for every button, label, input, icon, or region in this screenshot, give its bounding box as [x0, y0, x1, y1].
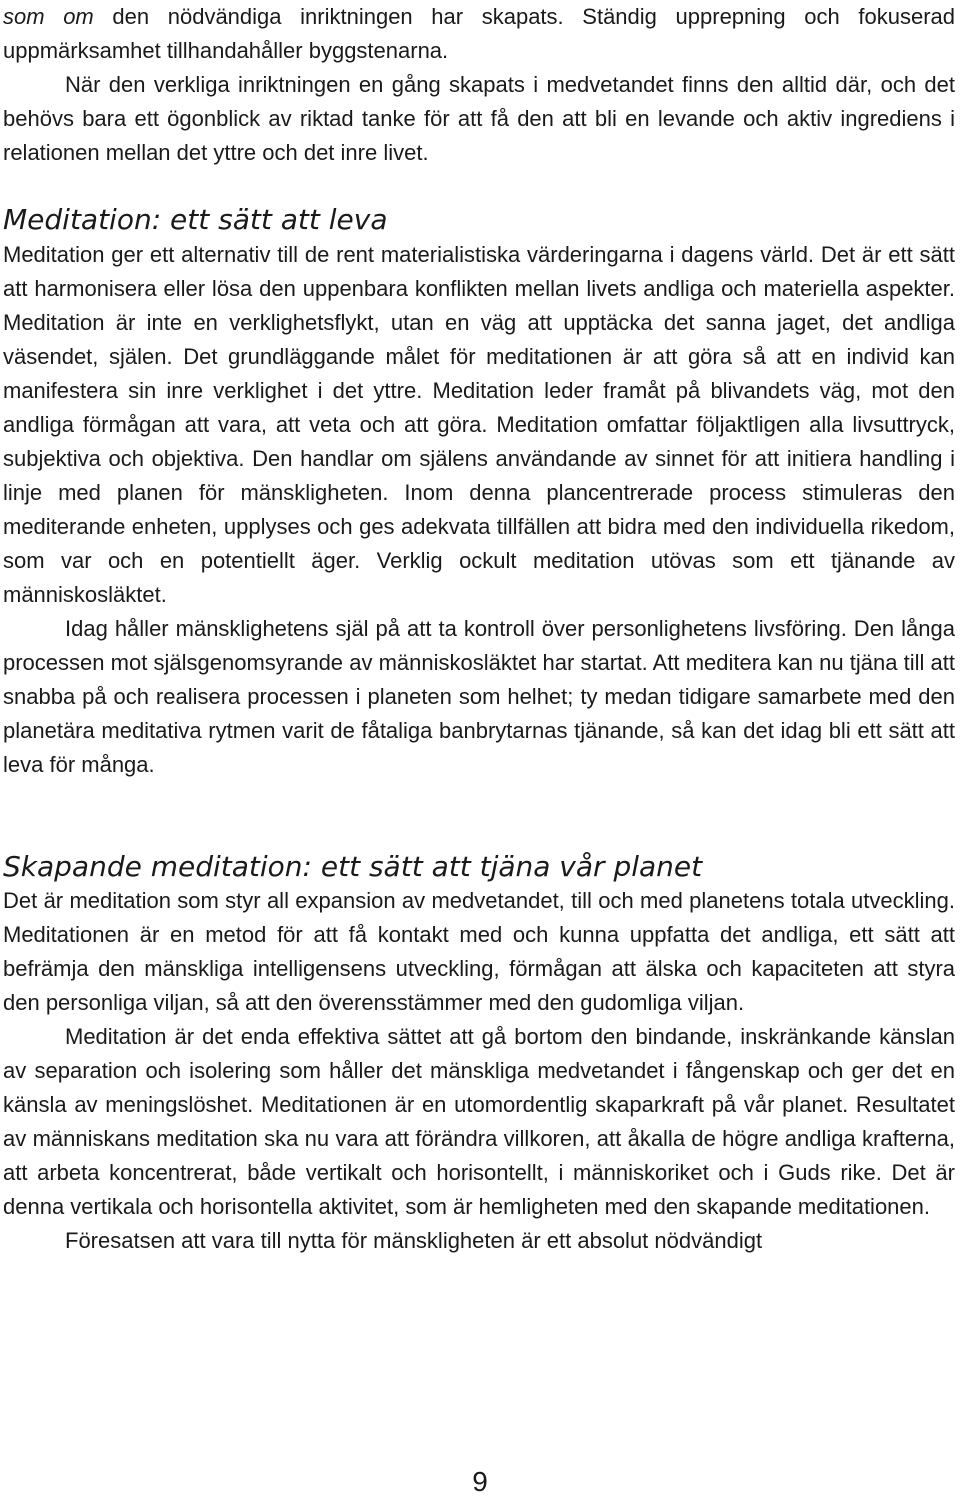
intro-paragraph-1-text: den nödvändiga inriktningen har skapats. Ständig upprepning och fokuserad uppmärksamhet tillhandahåller byggstenarna.	[3, 4, 955, 63]
intro-lead-italic: som om	[3, 4, 94, 29]
intro-text	[3, 0, 955, 170]
meditation-paragraph-2: Idag håller mänsklighetens själ på att ta kontroll över personlighetens livsföring. Den långa processen mot själsgenomsyrande av människosläktet har startat. Att meditera kan nu tjäna till att snabba på och realisera processen i planeten som helhet; ty medan tidigare samarbete med den planetära meditativa rytmen varit de fåtaliga banbrytarnas tjänande, så kan det idag bli ett sätt att leva för många.	[3, 616, 955, 777]
section-creative-body	[3, 884, 955, 1258]
meditation-paragraph-1: Meditation ger ett alternativ till de rent materialistiska värderingarna i dagens värld. Det är ett sätt att harmonisera eller lösa den uppenbara konflikten mellan livets andliga och materiella aspekter. Meditation är inte en verklighetsflykt, utan en väg att upptäcka det sanna jaget, det andliga väsendet, själen. Det grundläggande målet för meditationen är att göra så att en individ kan manifestera sin inre verklighet i det yttre. Meditation leder framåt på blivandets väg, mot den andliga förmågan att vara, att veta och att göra. Meditation omfattar följaktligen alla livsuttryck, subjektiva och objektiva. Den handlar om själens användande av sinnet för att initiera handling i linje med planen för mänskligheten. Inom denna plancentrerade process stimuleras den mediterande enheten, upplyses och ges adekvata tillfällen att bidra med den individuella rikedom, som var och en potentiellt äger. Verklig ockult meditation utövas som ett tjänande av människosläktet.	[3, 242, 955, 607]
creative-paragraph-1: Det är meditation som styr all expansion av medvetandet, till och med planetens totala utveckling. Meditationen är en metod för att få kontakt med och kunna uppfatta det andliga, ett sätt att befrämja den mänskliga intelligensens utveckling, förmågan att älska och kapaciteten att styra den personliga viljan, så att den överensstämmer med den gudomliga viljan.	[3, 888, 955, 1015]
page-number: 9	[472, 1466, 488, 1497]
intro-paragraph-2: När den verkliga inriktningen en gång skapats i medvetandet finns den alltid där, och det behövs bara ett ögonblick av riktad tanke för att få den att bli en levande och aktiv ingrediens i relationen mellan det yttre och det inre livet.	[3, 72, 955, 165]
section-title-meditation: Meditation: ett sätt att leva	[3, 203, 388, 236]
section-title-creative-meditation: Skapande meditation: ett sätt att tjäna vår planet	[3, 850, 703, 883]
section-meditation-body	[3, 238, 955, 782]
creative-paragraph-2: Meditation är det enda effektiva sättet att gå bortom den bindande, inskränkande känslan av separation och isolering som håller det mänskliga medvetandet i fångenskap och ger det en känsla av meningslöshet. Meditationen är en utomordentlig skaparkraft på vår planet. Resultatet av människans meditation ska nu vara att förändra villkoren, att åkalla de högre andliga krafterna, att arbeta koncentrerat, både vertikalt och horisontellt, i människoriket och i Guds rike. Det är denna vertikala och horisontella aktivitet, som är hemligheten med den skapande meditationen.	[3, 1024, 955, 1219]
intro-paragraph-1	[3, 0, 955, 68]
creative-paragraph-3: Föresatsen att vara till nytta för mänskligheten är ett absolut nödvändigt	[65, 1228, 763, 1253]
